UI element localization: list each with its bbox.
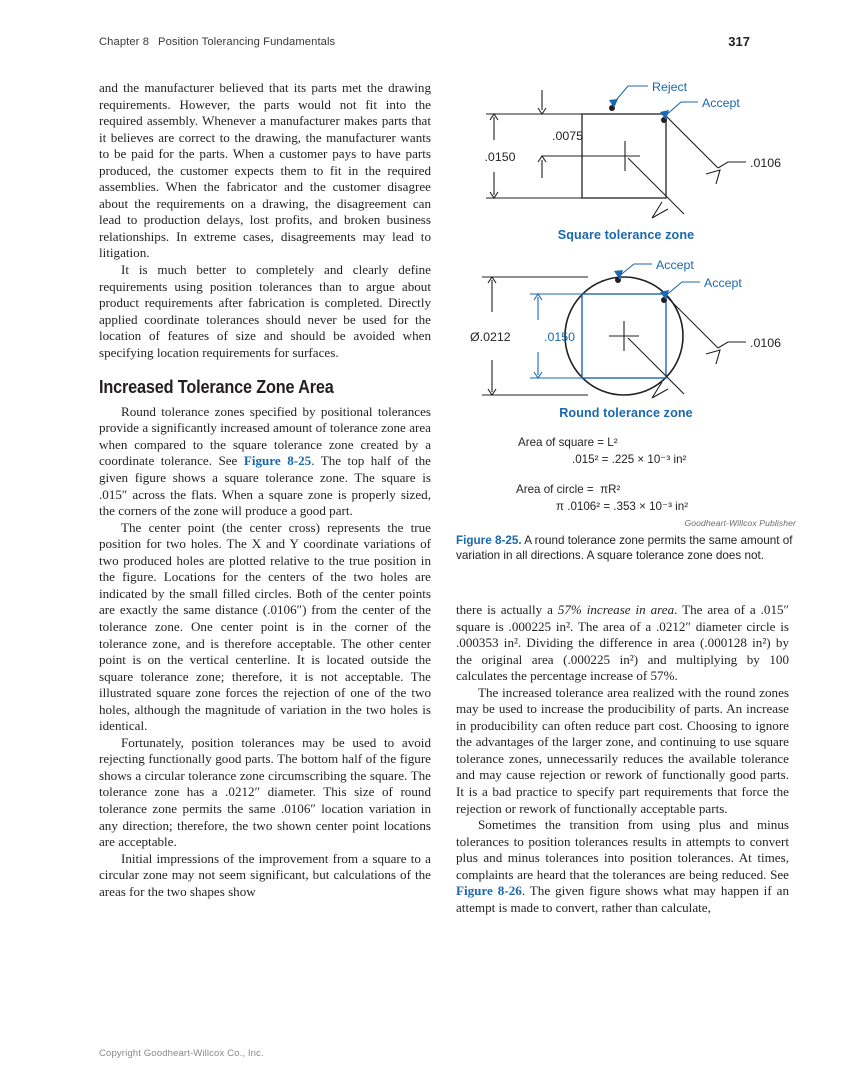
dimension-label-0106: .0106 (750, 156, 782, 170)
diagonal-arrowhead-lower (652, 382, 668, 398)
dimension-label-0106: .0106 (750, 336, 782, 350)
dimension-label-0150-blue: .0150 (544, 330, 576, 344)
diagonal-arrowhead-upper (706, 350, 720, 364)
paragraph: and the manufacturer believed that its parts met the drawing requirements. However, the parts would not fit into the required assembly. Whenever a manufacturer makes parts that it believes are correct to the drawing, the manufacturer wants to be paid for the parts. When a customer pays to have parts produced, the customer expects them to fit in the required assemblies. When the fabricator and the customer disagree about the requirements on a drawing, the disagreement can lead to production delays, lost profits, and broken business relationships. In extreme cases, disagreements may lead to litigation. (99, 80, 431, 261)
paragraph-lead-text: there is actually a (456, 602, 558, 617)
figure-caption-text: A round tolerance zone permits the same amount of variation in all directions. A square tolerance zone does not. (456, 534, 793, 563)
dimension-0150-arrows-blue (534, 294, 542, 378)
diagonal-dimension-upper (666, 296, 718, 348)
paragraph-text-after-ref: . The top half of the given figure shows a square tolerance zone. The square is .015″ across the flats. When a square zone is properly sized, the corners of the zone will produce a good part. (99, 453, 431, 519)
round-diagram-title: Round tolerance zone (559, 406, 693, 420)
leader-0106 (718, 162, 746, 168)
square-tolerance-zone-diagram (456, 78, 796, 242)
accept-top-label: Accept (656, 258, 694, 272)
figure-caption (456, 533, 796, 564)
round-tolerance-zone-diagram (456, 258, 796, 420)
formula-area-of-square: Area of square = L² (518, 436, 618, 449)
true-position-cross (610, 141, 640, 171)
paragraph-text-before-ref: Round tolerance zones specified by positional tolerances provide a significantly increased amount of tolerance zone area when compared to the square tolerance zone created by a coordinate tolerance. See (99, 403, 431, 469)
figure-reference-link[interactable]: Figure 8-26 (456, 883, 522, 899)
dimension-label-diameter: Ø.0212 (470, 330, 511, 344)
dimension-0075-arrows (538, 90, 546, 178)
left-text-column (99, 80, 431, 900)
formula-square-result: .015² = .225 × 10⁻³ in² (572, 453, 687, 466)
area-formulas (456, 434, 796, 515)
accept-label: Accept (702, 96, 740, 110)
paragraph-text-before-ref: Sometimes the transition from using plus and minus tolerances to position tolerances results in attempts to convert plus and minus tolerances into position tolerances. At times, complaints are heard that the tolerances are being reduced. See (456, 817, 789, 882)
diagonal-arrowhead-upper (706, 170, 720, 184)
copyright-footer: Copyright Goodheart-Willcox Co., Inc. (99, 1048, 264, 1059)
paragraph: Fortunately, position tolerances may be used to avoid rejecting functionally good parts. The bottom half of the figure shows a circular tolerance zone circumscribing the square. The tolerance zone has a .0212″ diameter. This size of round tolerance zone permits the same .0106″ location variation in any direction; therefore, the two shown center point locations are acceptable. (99, 734, 431, 850)
square-zone-svg (456, 78, 796, 228)
running-head-title: Position Tolerancing Fundamentals (158, 36, 336, 48)
paragraph-rest-text: . The area of a .015″ square is .000225 in². The area of a .0212″ diameter circle is .000353 in². Dividing the difference in area (.000128 in²) by the original area (.000225 in²) and multiplying by 100 calculates the percentage increase of 57%. (456, 602, 789, 684)
right-text-column (456, 602, 789, 916)
italic-emphasis: 57% increase in area (557, 602, 675, 617)
accept-corner-leader-line (664, 282, 700, 297)
figure-credit: Goodheart-Willcox Publisher (684, 518, 796, 528)
running-head-text (99, 36, 335, 48)
paragraph-with-figure-reference (456, 817, 789, 916)
accept-top-leader-line (618, 264, 652, 277)
paragraph-with-figure-reference (99, 404, 431, 520)
reject-label: Reject (652, 80, 688, 94)
paragraph-with-italic (456, 602, 789, 685)
formula-area-of-circle: Area of circle = πR² (516, 483, 621, 496)
round-zone-svg (456, 258, 796, 406)
page-number: 317 (728, 34, 750, 49)
reject-leader-line (612, 86, 648, 105)
formula-circle-result: π .0106² = .353 × 10⁻³ in² (556, 500, 689, 513)
running-head-chapter: Chapter 8 (99, 36, 150, 48)
diagonal-dimension-upper (666, 116, 718, 168)
accept-corner-label: Accept (704, 276, 742, 290)
diagonal-arrowhead-lower (652, 202, 668, 218)
section-heading: Increased Tolerance Zone Area (99, 376, 334, 398)
figure-reference-link[interactable]: Figure 8-25 (243, 453, 312, 469)
leader-0106 (718, 342, 746, 348)
paragraph: Initial impressions of the improvement from a square to a circular zone may not seem significant, but calculations of the areas for the two shapes show (99, 850, 431, 899)
running-head (99, 36, 750, 54)
dimension-label-0150: .0150 (484, 150, 516, 164)
diagonal-dimension-lower (628, 158, 684, 214)
paragraph: The increased tolerance area realized with the round zones may be used to increase the producibility of parts. An increase in producibility can often reduce part cost. Choosing to ignore the advantages of the larger zone, and continuing to use square tolerance zones, unnecessarily reduces the available tolerance and may cause rejection or rework of functionally good parts. It is a bad practice to specify part requirements that force the rejection or rework of functionally acceptable parts. (456, 684, 789, 816)
paragraph: The center point (the center cross) represents the true position for two holes. The X and Y coordinate variations of two produced holes are plotted relative to the true position in the figure. Locations for the centers of the two holes are indicated by the small filled circles. Both of the center points are exactly the same distance (.0106″) from the center of the tolerance zone. One center point is in the corner of the tolerance zone, and is therefore acceptable. The other center point is on the vertical centerline. It is located outside the square tolerance zone; therefore, it is not acceptable. The illustrated square zone forces the rejection of one of the two holes, although the magnitude of variation in the two holes is identical. (99, 519, 431, 734)
accept-leader-line (664, 102, 698, 117)
figure-caption-number: Figure 8-25. (456, 534, 522, 547)
true-position-cross (609, 321, 639, 351)
paragraph: It is much better to completely and clearly define requirements using position tolerances than to argue about product requirements after fabrication is completed. Directly applied coordinate tolerances should never be used for the location of features of size and should be avoided when specifying location requirements for surfaces. (99, 262, 431, 360)
figure-8-25 (456, 78, 796, 564)
dimension-label-0075: .0075 (552, 129, 584, 143)
square-diagram-title: Square tolerance zone (557, 228, 695, 242)
paragraph-text-after-ref: . The given figure shows what may happen if an attempt is made to convert, rather than calculate, (456, 883, 789, 915)
